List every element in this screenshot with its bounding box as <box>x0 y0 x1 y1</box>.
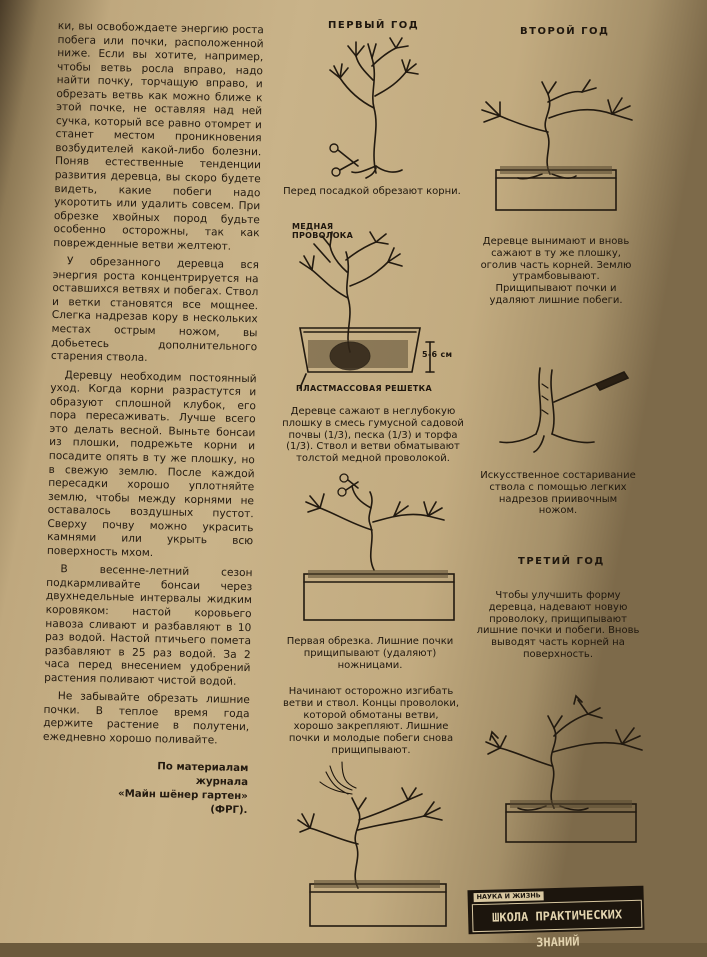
tree-shaped-illustration <box>296 760 456 930</box>
tree-first-pruning-illustration <box>296 478 456 628</box>
article-text-column <box>41 20 264 819</box>
caption-root-pruning: Перед посадкой обрезают корни. <box>283 186 461 197</box>
attribution-line: (ФРГ). <box>210 804 248 817</box>
caption-planting: Деревце сажают в неглубокую плошку в смесь гумусной садовой почвы (1/3), песка (1/3) и торфа (1/3). Ствол и ветви обматывают толстой медной проволокой. <box>282 406 464 465</box>
article-paragraph: В весенне-летний сезон подкармливайте бонсаи через двухнедельные интервалы жидким коровяком: настой коровьего навоза сливают и разбавляют в 10 раз водой. Настой птичьего помета разбавляют в 25 раз водой. За 2 часа перед внесением удобрений растения поливают чистой водой. <box>44 563 253 688</box>
section-logo <box>467 886 644 950</box>
caption-trunk-aging: Искусственное состаривание ствола с помощью легких надрезов приивочным ножом. <box>480 470 636 517</box>
trunk-aging-knife-illustration <box>496 364 636 454</box>
tree-planting-illustration <box>290 232 440 392</box>
caption-year-three: Чтобы улучшить форму деревца, надевают новую проволоку, прищипывают лишние почки и побеги. Вновь выводят часть корней на поверхность. <box>476 590 640 660</box>
label-copper-wire: МЕДНАЯ ПРОВОЛОКА <box>292 222 354 240</box>
attribution-line: По материалам <box>157 761 249 775</box>
tree-third-year-illustration <box>484 696 654 846</box>
magazine-name: НАУКА И ЖИЗНЬ <box>474 891 544 902</box>
heading-year-1: ПЕРВЫЙ ГОД <box>328 20 420 31</box>
attribution <box>41 758 248 818</box>
tree-repot-illustration <box>472 70 642 220</box>
caption-repotting: Деревце вынимают и вновь сажают в ту же плошку, оголив часть корней. Землю утрамбовывают. Прищипывают почки и удаляют лишние побеги. <box>480 236 632 306</box>
caption-bending-branches: Начинают осторожно изгибать ветви и ствол. Концы проволоки, которой обмотаны ветви, хорошо закрепляют. Лишние почки и молодые побеги снова прищипывают. <box>282 686 460 756</box>
caption-first-pruning: Первая обрезка. Лишние почки прищипывают (удаляют) ножницами. <box>286 636 454 671</box>
label-plastic-grid: ПЛАСТМАССОВАЯ РЕШЕТКА <box>296 384 432 393</box>
tree-root-pruning-illustration <box>318 38 428 178</box>
article-paragraph: Не забывайте обрезать лишние почки. В теплое время года держите растение в полутени, ежедневно хорошо поливайте. <box>42 690 250 747</box>
heading-year-3: ТРЕТИЙ ГОД <box>518 556 605 567</box>
article-paragraph: Деревцу необходим постоянный уход. Когда корни разрастутся и образуют сплошной клубок, его пора пересаживать. Лучше всего это делать весной. Выньте бонсаи из плошки, подрежьте корни и посадите опять в ту же плошку, но в свежую землю. После каждой пересадки хорошо уплотняйте землю, чтобы между корнями не оставалось воздушных пустот. Сверху почву можно украсить камнями или укрыть всю поверхность мхом. <box>46 368 257 559</box>
article-paragraph: У обрезанного деревца вся энергия роста концентрируется на оставшихся ветвях и побегах. Ствол и ветки становятся все мощнее. Слегка надрезав кору в нескольких местах острым ножом, вы добьетесь дополнительного старения ствола. <box>50 255 260 365</box>
section-name: ШКОЛА ПРАКТИЧЕСКИХ ЗНАНИЙ <box>472 900 643 932</box>
article-paragraph: ки, вы освобождаете энергию роста побега или почки, расположенной ниже. Если вы хотите, например, чтобы ветвь росла вправо, надо найти почку, торчащую вправо, и обрезать ветвь как можно ближе к этой почке, не оставляя над ней сучка, который все равно отомрет и станет местом проникновения возбудителей какой-либо болезни. Поняв естественные тенденции развития деревца, вы скоро будете видеть, какие побеги надо укоротить или удалить совсем. При обрезке хвойных пород будьте особенно осторожны, так как поврежденные ветви желтеют. <box>53 20 264 253</box>
label-depth: 5-6 см <box>422 350 453 359</box>
heading-year-2: ВТОРОЙ ГОД <box>520 26 610 37</box>
attribution-line: журнала <box>195 776 249 789</box>
attribution-line: «Майн шёнер гартен» <box>117 788 248 803</box>
